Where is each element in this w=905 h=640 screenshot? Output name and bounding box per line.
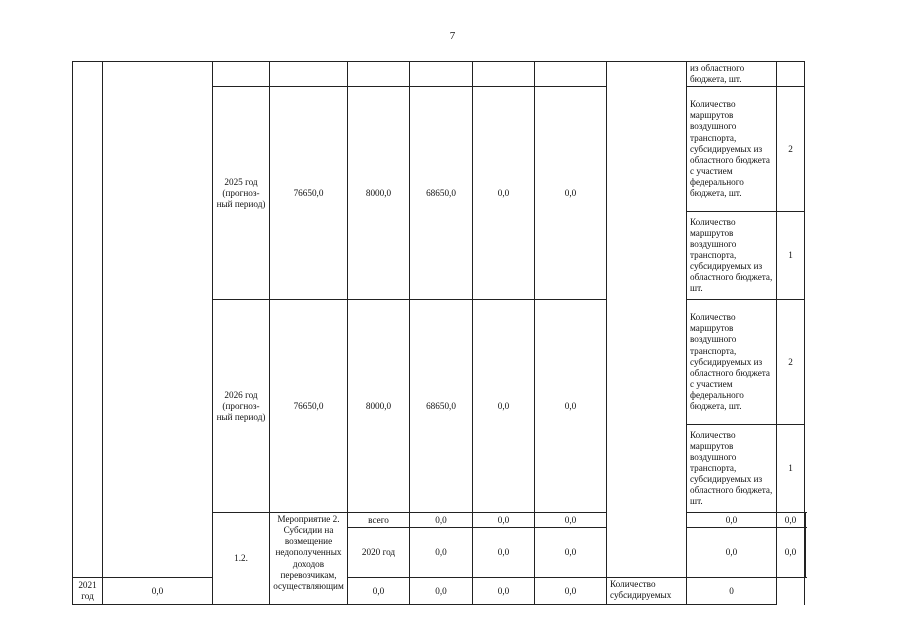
m12-local-cell: 0,0 [687,513,777,528]
m12-indicator-cell: Количество субсидируемых [607,578,687,605]
m12-other-cell: 0,0 [777,513,805,528]
local-2025-cell: 0,0 [473,87,535,300]
federal-cell-prev [348,62,410,87]
local-cell-prev [473,62,535,87]
indicator-cell-prev: из областного бюджета, шт. [687,62,777,87]
m12-federal-cell: 0,0 [473,528,535,578]
m12-value-cell: 0 [687,578,777,605]
m12-regional-cell: 0,0 [535,528,607,578]
measure-1-2-name: Мероприятие 2. Субсидии на возмещение недополученных доходов перевозчикам, осуществляющим [270,513,348,605]
m12-year-cell: 2021 год [73,578,103,605]
indicator-2026-regional-cell: Количество маршрутов воздушного транспорта, субсидируемых из областного бюджета, шт. [687,425,777,513]
m12-local-cell: 0,0 [687,528,777,578]
value-2026-regional-cell: 1 [777,425,805,513]
federal-2025-cell: 8000,0 [348,87,410,300]
m12-other-cell: 0,0 [777,528,805,578]
year-cell-prev [213,62,270,87]
program-table [72,61,806,605]
m12-local-cell: 0,0 [473,578,535,605]
number-cell-prev [73,62,103,578]
indicator-2025-federal-cell: Количество маршрутов воздушного транспорта, субсидируемых из областного бюджета с участием федерального бюджета, шт. [687,87,777,212]
m12-federal-cell: 0,0 [348,578,410,605]
m12-other-cell: 0,0 [535,578,607,605]
m12-total-cell: 0,0 [410,528,473,578]
value-2025-federal-cell: 2 [777,87,805,212]
total-2025-cell: 76650,0 [270,87,348,300]
page-number: 7 [449,30,456,42]
continuation-row [73,62,806,87]
other-cell-prev [535,62,607,87]
m12-year-cell: 2020 год [348,528,410,578]
m12-regional-cell: 0,0 [410,578,473,605]
executor-cell-prev [607,62,687,578]
value-2026-federal-cell: 2 [777,300,805,425]
indicator-2026-federal-cell: Количество маршрутов воздушного транспорта, субсидируемых из областного бюджета с участием федерального бюджета, шт. [687,300,777,425]
federal-2026-cell: 8000,0 [348,300,410,513]
regional-cell-prev [410,62,473,87]
other-2026-cell: 0,0 [535,300,607,513]
regional-2025-cell: 68650,0 [410,87,473,300]
regional-2026-cell: 68650,0 [410,300,473,513]
other-2025-cell: 0,0 [535,87,607,300]
year-2026-cell: 2026 год (прогноз-ный период) [213,300,270,513]
year-2025-cell: 2025 год (прогноз-ный период) [213,87,270,300]
total-cell-prev [270,62,348,87]
indicator-2025-regional-cell: Количество маршрутов воздушного транспорта, субсидируемых из областного бюджета, шт. [687,212,777,300]
m12-total-cell: 0,0 [103,578,213,605]
m12-regional-cell: 0,0 [535,513,607,528]
value-2025-regional-cell: 1 [777,212,805,300]
measure-1-2-number: 1.2. [213,513,270,605]
measure-1-2-2021-row [73,578,806,605]
local-2026-cell: 0,0 [473,300,535,513]
value-cell-prev [777,62,805,87]
m12-year-cell: всего [348,513,410,528]
m12-federal-cell: 0,0 [473,513,535,528]
m12-total-cell: 0,0 [410,513,473,528]
measure-name-cell-prev [103,62,213,578]
total-2026-cell: 76650,0 [270,300,348,513]
